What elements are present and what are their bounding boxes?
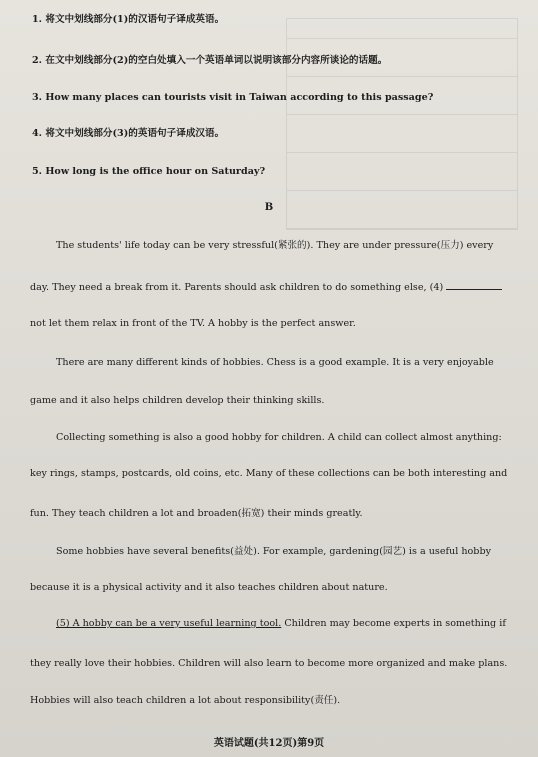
passage-line: There are many different kinds of hobbies. Chess is a good example. It is a very enjoyable xyxy=(56,357,494,368)
passage-line: fun. They teach children a lot and broaden(拓宽) their minds greatly. xyxy=(30,508,363,519)
question-4: 4. 将文中划线部分(3)的英语句子译成汉语。 xyxy=(32,128,225,139)
question-2: 2. 在文中划线部分(2)的空白处填入一个英语单词以说明该部分内容所谈论的话题。 xyxy=(32,55,388,66)
question-5: 5. How long is the office hour on Saturday? xyxy=(32,166,266,177)
page-footer: 英语试题(共12页)第9页 xyxy=(213,738,325,749)
passage-line: The students' life today can be very stressful(紧张的). They are under pressure(压力) every xyxy=(56,240,494,251)
passage-line: day. They need a break from it. Parents should ask children to do something else, (4) xyxy=(30,280,520,294)
passage-line: game and it also helps children develop their thinking skills. xyxy=(30,395,325,406)
question-3: 3. How many places can tourists visit in Taiwan according to this passage? xyxy=(32,92,434,103)
bleed-through-table xyxy=(286,18,518,230)
passage-line: they really love their hobbies. Children will also learn to become more organized and make plans. xyxy=(30,658,508,669)
passage-line: (5) A hobby can be a very useful learning tool. Children may become experts in something if xyxy=(56,618,506,629)
underlined-sentence-5: (5) A hobby can be a very useful learning tool. xyxy=(56,618,282,629)
passage-line: key rings, stamps, postcards, old coins, etc. Many of these collections can be both interesting and xyxy=(30,468,508,479)
passage-line: Collecting something is also a good hobby for children. A child can collect almost anything: xyxy=(56,432,502,443)
passage-line: Some hobbies have several benefits(益处). For example, gardening(园艺) is a useful hobby xyxy=(56,546,492,557)
passage-line: Hobbies will also teach children a lot about responsibility(责任). xyxy=(30,695,341,706)
question-1: 1. 将文中划线部分(1)的汉语句子译成英语。 xyxy=(32,14,225,25)
passage-line: because it is a physical activity and it also teaches children about nature. xyxy=(30,582,388,593)
answer-blank xyxy=(446,280,502,290)
passage-line: not let them relax in front of the TV. A hobby is the perfect answer. xyxy=(30,318,356,329)
section-heading: B xyxy=(264,202,274,213)
